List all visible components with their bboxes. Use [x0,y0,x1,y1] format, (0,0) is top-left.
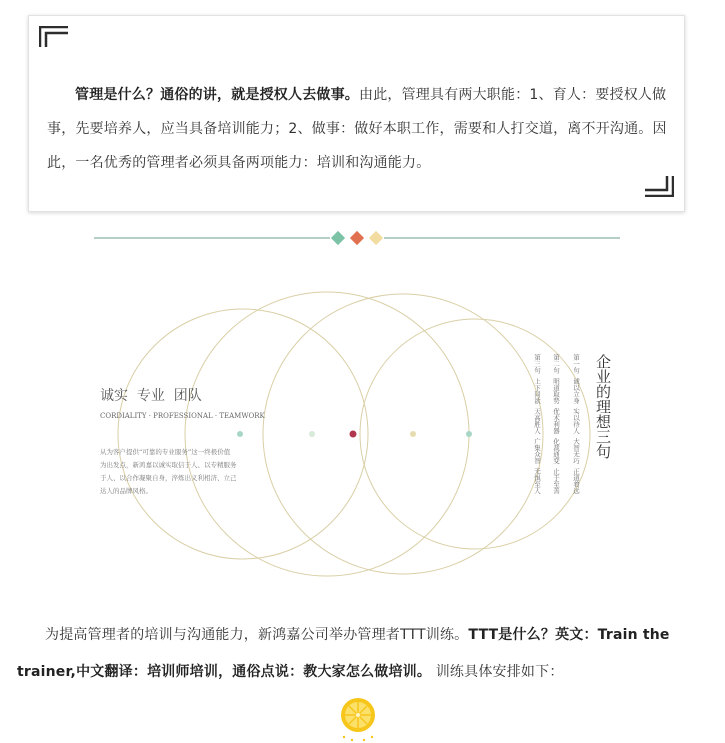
diagram-dot-1 [237,431,243,437]
corner-bracket-top-left-icon [39,26,69,48]
diagram-circle-2 [185,292,469,576]
diagram-desc-line-4: 达人的品牌风格。 [100,487,152,495]
quote-card [28,15,685,212]
diagram-subheading: CORDIALITY · PROFESSIONAL · TEAMWORK [100,412,265,420]
divider-diamond-red-icon [350,231,364,245]
section-divider [94,227,620,249]
diagram-circle-3 [263,294,543,574]
divider-diamond-green-icon [331,231,345,245]
values-diagram [95,262,635,592]
quote-body: 由此，管理具有两大职能：1、育人：要授权人做事，先要培养人，应当具备培训能力；2、做事：做好本职工作，需要和人打交道，离不开沟通。因此，一名优秀的管理者必须具备两项能力：培训和沟通能力。 [47,87,667,171]
quote-text [47,78,667,180]
diagram-heading: 诚实 专业 团队 [100,388,202,404]
corner-bracket-bottom-right-icon [644,175,674,197]
divider-diamond-yellow-icon [369,231,383,245]
diagram-col-1: 第一句 诚以立身 实以待人 大智无巧 正道着远 [572,354,580,495]
diagram-col-2: 第二句 明道取势 优术利器 化裁通变 止于至善 [552,354,560,495]
ttt-tail-text: 训练具体安排如下： [435,664,564,680]
diagram-dot-2 [309,431,315,437]
ttt-intro-text: 为提高管理者的培训与沟通能力，新鸿嘉公司举办管理者TTT训练。 [45,627,469,643]
diagram-title-vertical: 企业的理想三句 [594,354,612,459]
diagram-desc-line-2: 为出发点，新鸿嘉以诚实取信于人、以专精服务 [100,461,237,469]
diagram-col-3: 第三句 上下同欲 天高胜人 广集众智 无惧至人 [533,354,541,495]
diagram-dot-3 [350,431,357,438]
diagram-dot-5 [466,431,472,437]
diagram-desc-line-1: 从为客户提供“可靠的专业服务”这一终极价值 [100,448,231,456]
diagram-dot-4 [410,431,416,437]
quote-bold-lead: 管理是什么？通俗的讲，就是授权人去做事。 [75,87,359,103]
diagram-desc-line-3: 于人、以合作凝聚自身，淬炼出义利相济、立己 [100,474,237,482]
ttt-bold-text: TTT是什么？英文：Train the trainer,中文翻译：培训师培训，通俗点说：教大家怎么做培训。 [17,627,670,680]
lemon-slice-icon [336,695,380,743]
ttt-intro-paragraph [17,617,707,691]
